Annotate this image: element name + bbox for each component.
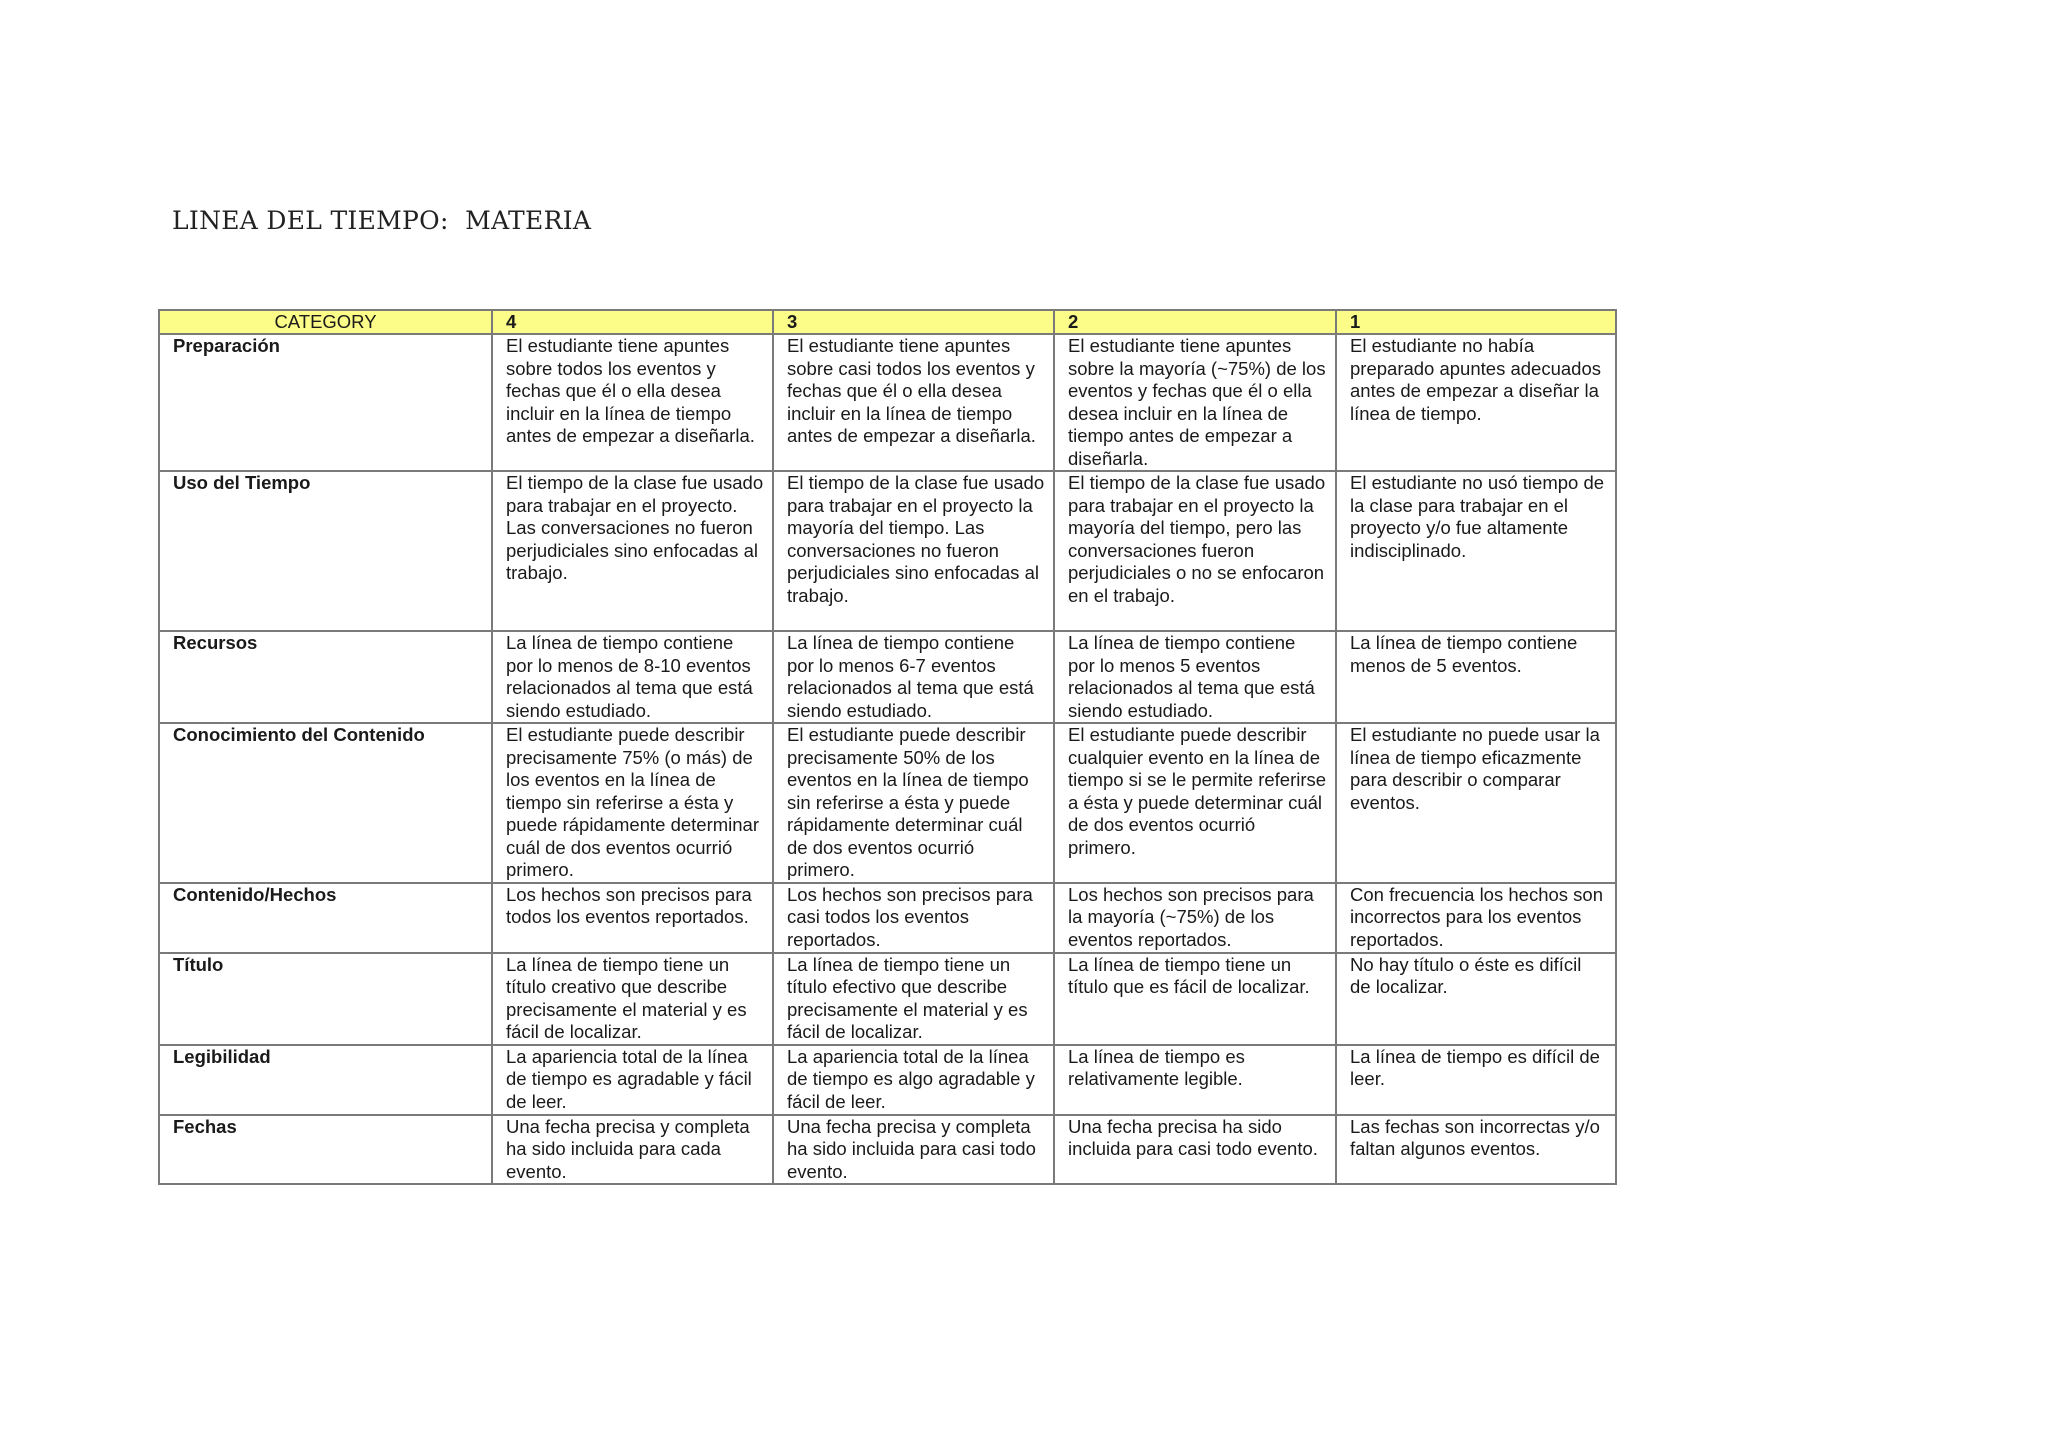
table-cell: La línea de tiempo contiene por lo menos 6-7 eventos relacionados al tema que está siendo estudiado. [773, 631, 1054, 723]
table-cell: La apariencia total de la línea de tiempo es algo agradable y fácil de leer. [773, 1045, 1054, 1115]
table-cell: El estudiante no puede usar la línea de tiempo eficazmente para describir o comparar eventos. [1336, 723, 1616, 883]
table-cell: La línea de tiempo contiene por lo menos de 8-10 eventos relacionados al tema que está siendo estudiado. [492, 631, 773, 723]
table-cell: La línea de tiempo es relativamente legible. [1054, 1045, 1336, 1115]
page-title: LINEA DEL TIEMPO: MATERIA [172, 206, 592, 235]
table-row [159, 471, 1616, 631]
row-category: Contenido/Hechos [159, 883, 492, 953]
table-cell: No hay título o éste es difícil de localizar. [1336, 953, 1616, 1045]
row-category: Título [159, 953, 492, 1045]
table-cell: La línea de tiempo tiene un título efectivo que describe precisamente el material y es fácil de localizar. [773, 953, 1054, 1045]
row-category: Conocimiento del Contenido [159, 723, 492, 883]
table-cell: Con frecuencia los hechos son incorrectos para los eventos reportados. [1336, 883, 1616, 953]
table-cell: El estudiante tiene apuntes sobre casi todos los eventos y fechas que él o ella desea incluir en la línea de tiempo antes de empezar a diseñarla. [773, 334, 1054, 471]
table-row [159, 1045, 1616, 1115]
table-row [159, 723, 1616, 883]
table-cell: El estudiante no había preparado apuntes adecuados antes de empezar a diseñar la línea de tiempo. [1336, 334, 1616, 471]
table-row [159, 1115, 1616, 1185]
table-cell: Una fecha precisa y completa ha sido incluida para cada evento. [492, 1115, 773, 1185]
table-cell: La línea de tiempo contiene por lo menos 5 eventos relacionados al tema que está siendo estudiado. [1054, 631, 1336, 723]
table-row [159, 953, 1616, 1045]
row-category: Recursos [159, 631, 492, 723]
table-cell: El estudiante tiene apuntes sobre todos los eventos y fechas que él o ella desea incluir en la línea de tiempo antes de empezar a diseñarla. [492, 334, 773, 471]
table-cell: La apariencia total de la línea de tiempo es agradable y fácil de leer. [492, 1045, 773, 1115]
row-category: Preparación [159, 334, 492, 471]
table-cell: La línea de tiempo es difícil de leer. [1336, 1045, 1616, 1115]
table-cell: El estudiante puede describir precisamente 75% (o más) de los eventos en la línea de tiempo sin referirse a ésta y puede rápidamente determinar cuál de dos eventos ocurrió primero. [492, 723, 773, 883]
table-cell: El tiempo de la clase fue usado para trabajar en el proyecto la mayoría del tiempo. Las conversaciones no fueron perjudiciales sino enfocadas al trabajo. [773, 471, 1054, 631]
table-cell: La línea de tiempo tiene un título que es fácil de localizar. [1054, 953, 1336, 1045]
table-cell: El tiempo de la clase fue usado para trabajar en el proyecto la mayoría del tiempo, pero las conversaciones fueron perjudiciales o no se enfocaron en el trabajo. [1054, 471, 1336, 631]
table-cell: Una fecha precisa y completa ha sido incluida para casi todo evento. [773, 1115, 1054, 1185]
table-cell: El estudiante tiene apuntes sobre la mayoría (~75%) de los eventos y fechas que él o ella desea incluir en la línea de tiempo antes de empezar a diseñarla. [1054, 334, 1336, 471]
row-category: Fechas [159, 1115, 492, 1185]
table-cell: El estudiante puede describir cualquier evento en la línea de tiempo si se le permite referirse a ésta y puede determinar cuál de dos eventos ocurrió primero. [1054, 723, 1336, 883]
table-cell: La línea de tiempo tiene un título creativo que describe precisamente el material y es fácil de localizar. [492, 953, 773, 1045]
table-cell: Los hechos son precisos para la mayoría (~75%) de los eventos reportados. [1054, 883, 1336, 953]
rubric-table [158, 309, 1617, 1185]
row-category: Uso del Tiempo [159, 471, 492, 631]
table-cell: Las fechas son incorrectas y/o faltan algunos eventos. [1336, 1115, 1616, 1185]
header-score-4: 4 [492, 310, 773, 334]
table-row [159, 334, 1616, 471]
header-score-1: 1 [1336, 310, 1616, 334]
table-cell: Los hechos son precisos para todos los eventos reportados. [492, 883, 773, 953]
header-category: CATEGORY [159, 310, 492, 334]
header-row [159, 310, 1616, 334]
table-cell: Una fecha precisa ha sido incluida para casi todo evento. [1054, 1115, 1336, 1185]
row-category: Legibilidad [159, 1045, 492, 1115]
table-row [159, 883, 1616, 953]
table-cell: El estudiante puede describir precisamente 50% de los eventos en la línea de tiempo sin referirse a ésta y puede rápidamente determinar cuál de dos eventos ocurrió primero. [773, 723, 1054, 883]
header-score-2: 2 [1054, 310, 1336, 334]
table-cell: La línea de tiempo contiene menos de 5 eventos. [1336, 631, 1616, 723]
table-row [159, 631, 1616, 723]
table-cell: El estudiante no usó tiempo de la clase para trabajar en el proyecto y/o fue altamente indisciplinado. [1336, 471, 1616, 631]
table-cell: Los hechos son precisos para casi todos los eventos reportados. [773, 883, 1054, 953]
table-cell: El tiempo de la clase fue usado para trabajar en el proyecto. Las conversaciones no fueron perjudiciales sino enfocadas al trabajo. [492, 471, 773, 631]
header-score-3: 3 [773, 310, 1054, 334]
